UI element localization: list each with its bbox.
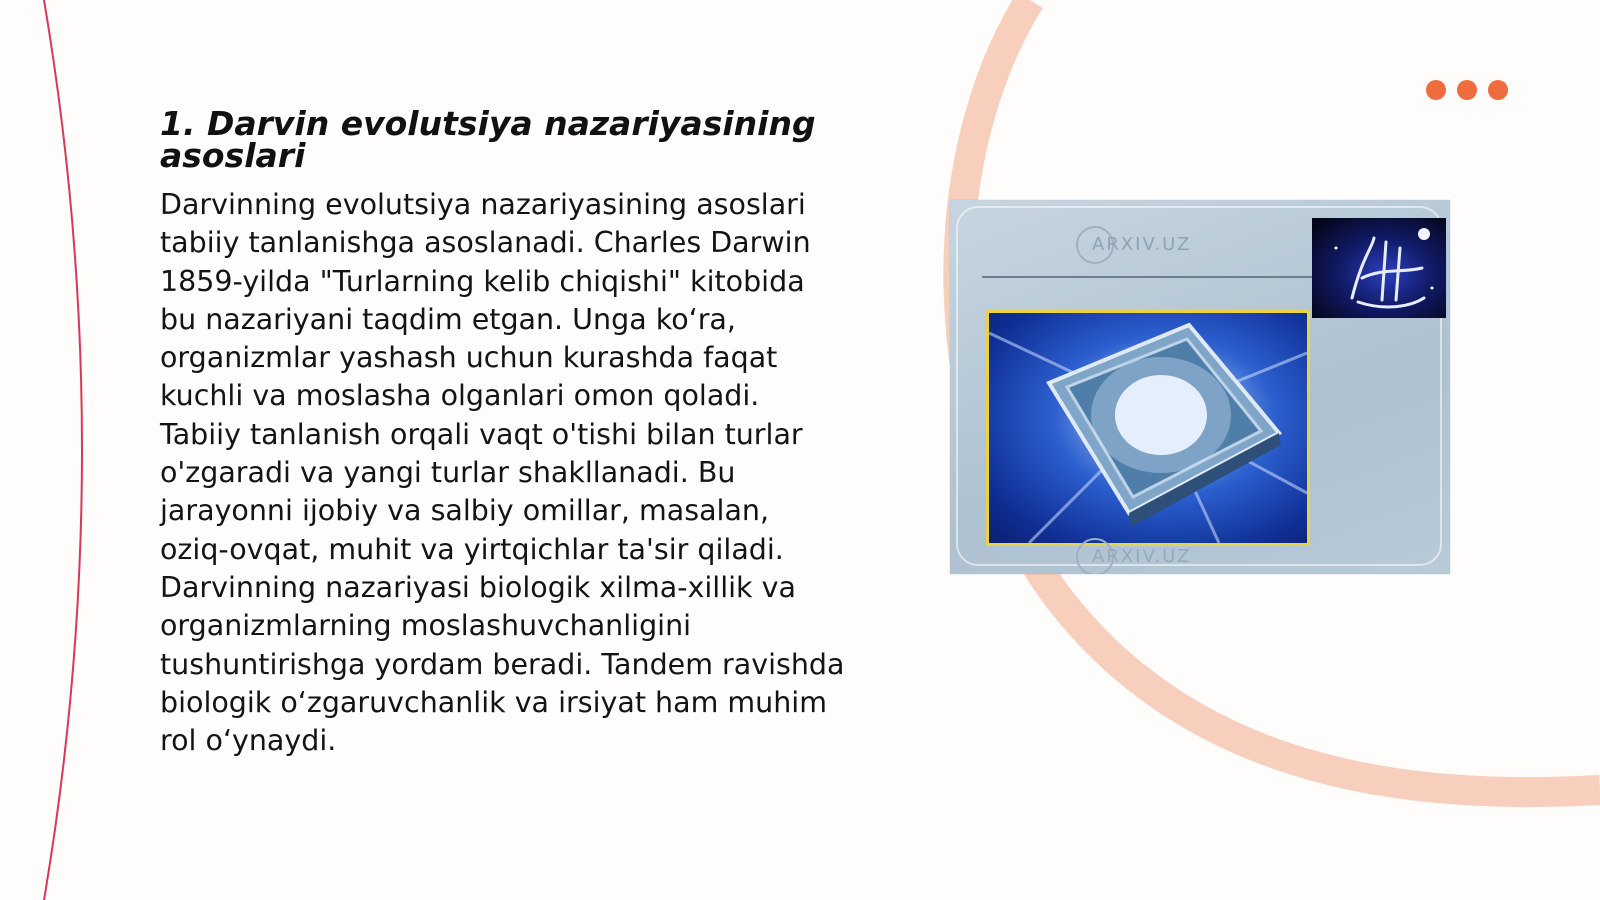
calligraphy-illustration <box>1312 218 1446 318</box>
calligraphy-picture <box>1312 218 1446 318</box>
slide-image <box>950 200 1450 574</box>
left-accent-line <box>44 0 82 900</box>
slide-body-text: Darvinning evolutsiya nazariyasining asoslari tabiiy tanlanishga asoslanadi. Charles Darwin 1859-yilda "Turlarning kelib chiqishi" kitobida bu nazariyani taqdim etgan. Unga ko‘ra, organizmlar yashash uchun kurashda faqat kuchli va moslasha olganlari omon qoladi. Tabiiy tanlanish orqali vaqt o'tishi bilan turlar o'zgaradi va yangi turlar shakllanadi. Bu jarayonni ijobiy va salbiy omillar, masalan, oziq-ovqat, muhit va yirtqichlar ta'sir qiladi. Darvinning nazariyasi biologik xilma-xillik va organizmlarning moslashuvchanligini tushuntirishga yordam beradi. Tandem ravishda biologik o‘zgaruvchanlik va irsiyat ham muhim rol o‘ynaydi. <box>160 188 845 758</box>
decorative-dots <box>1426 80 1508 100</box>
dot-icon <box>1457 80 1477 100</box>
book-picture <box>986 310 1310 546</box>
book-illustration <box>989 313 1307 543</box>
dot-icon <box>1488 80 1508 100</box>
watermark-text: ARXIV.UZ <box>1092 546 1192 567</box>
watermark-text: ARXIV.UZ <box>1092 234 1192 255</box>
image-divider <box>982 276 1312 278</box>
dot-icon <box>1426 80 1446 100</box>
slide-title: 1. Darvin evolutsiya nazariyasining asoslari <box>160 104 816 175</box>
